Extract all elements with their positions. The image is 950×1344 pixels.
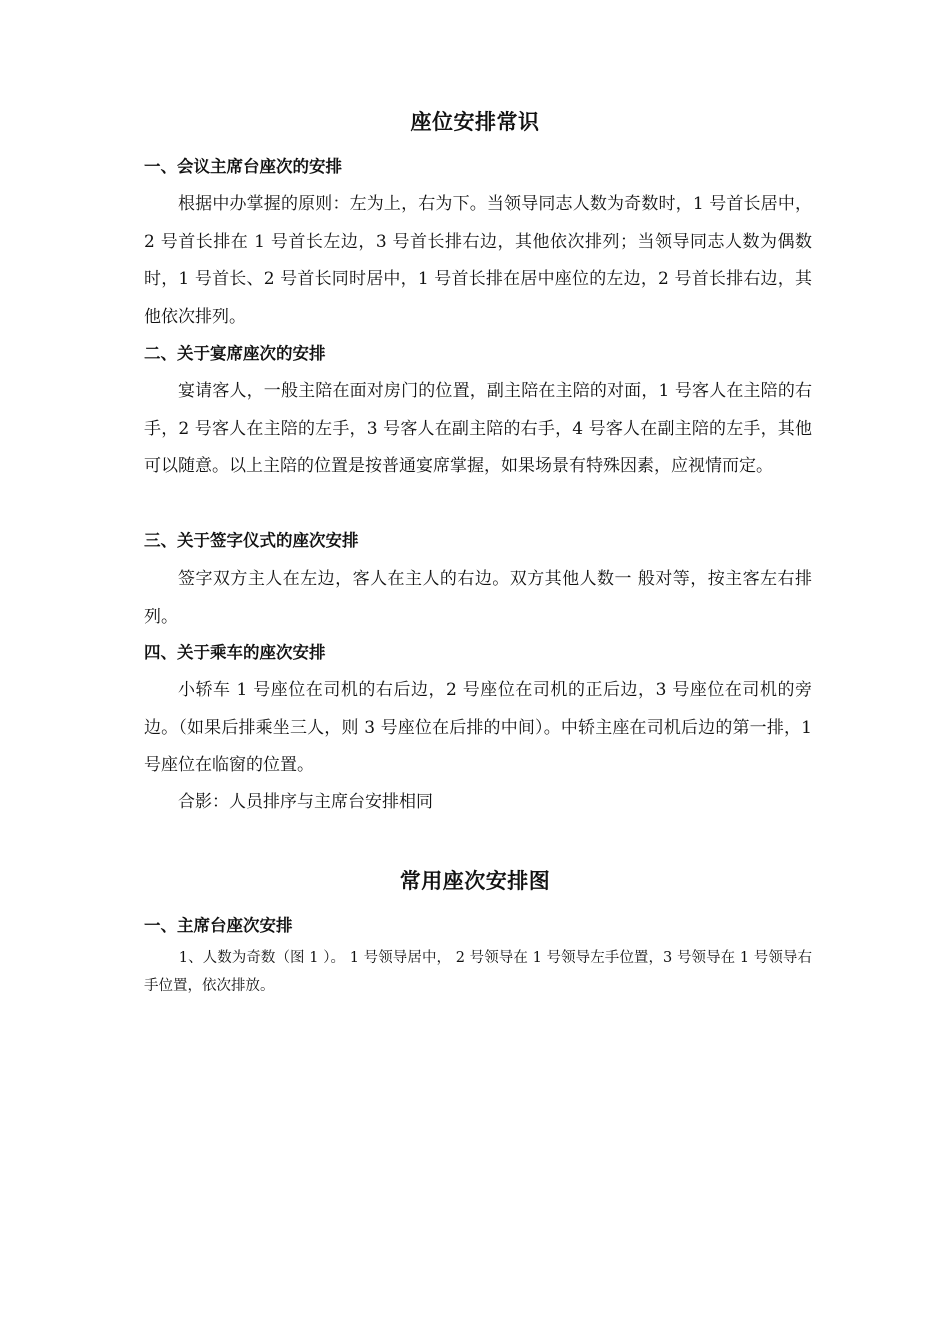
seating-diagram-title: 常用座次安排图 [399,869,551,893]
podium-seating-heading: 一、主席台座次安排 [144,916,293,935]
section-paragraph-1: 根据中办掌握的原则：左为上，右为下。当领导同志人数为奇数时，1 号首长居中，2 号首长排在 1 号首长左边，3 号首长排右边，其他依次排列；当领导同志人数为偶数时，1 号首长、2 号首长同时居中，1 号首长排在居中座位的左边，2 号首长排右边，其他依次排列。 [144,194,812,327]
section-heading-1: 一、会议主席台座次的安排 [144,157,342,176]
section-paragraph-5: 合影：人员排序与主席台安排相同 [178,792,433,812]
document-title: 座位安排常识 [410,110,540,134]
section-heading-3: 三、关于签字仪式的座次安排 [144,531,359,550]
section-heading-4: 四、关于乘车的座次安排 [144,643,326,662]
podium-seating-paragraph: 1、人数为奇数（图 1 ）。 1 号领导居中， 2 号领导在 1 号领导左手位置，3 号领导在 1 号领导右手位置，依次排放。 [144,950,812,994]
section-paragraph-2: 宴请客人，一般主陪在面对房门的位置，副主陪在主陪的对面，1 号客人在主陪的右手，2 号客人在主陪的左手，3 号客人在副主陪的右手，4 号客人在副主陪的左手，其他可以随意。以上主陪的位置是按普通宴席掌握，如果场景有特殊因素，应视情而定。 [144,381,812,476]
section-paragraph-3: 签字双方主人在左边，客人在主人的右边。双方其他人数一 般对等，按主客左右排列。 [144,569,812,627]
section-paragraph-4: 小轿车 1 号座位在司机的右后边，2 号座位在司机的正后边，3 号座位在司机的旁边。（如果后排乘坐三人，则 3 号座位在后排的中间）。中轿主座在司机后边的第一排，1 号座位在临窗的位置。 [144,680,812,775]
section-heading-2: 二、关于宴席座次的安排 [144,344,326,363]
